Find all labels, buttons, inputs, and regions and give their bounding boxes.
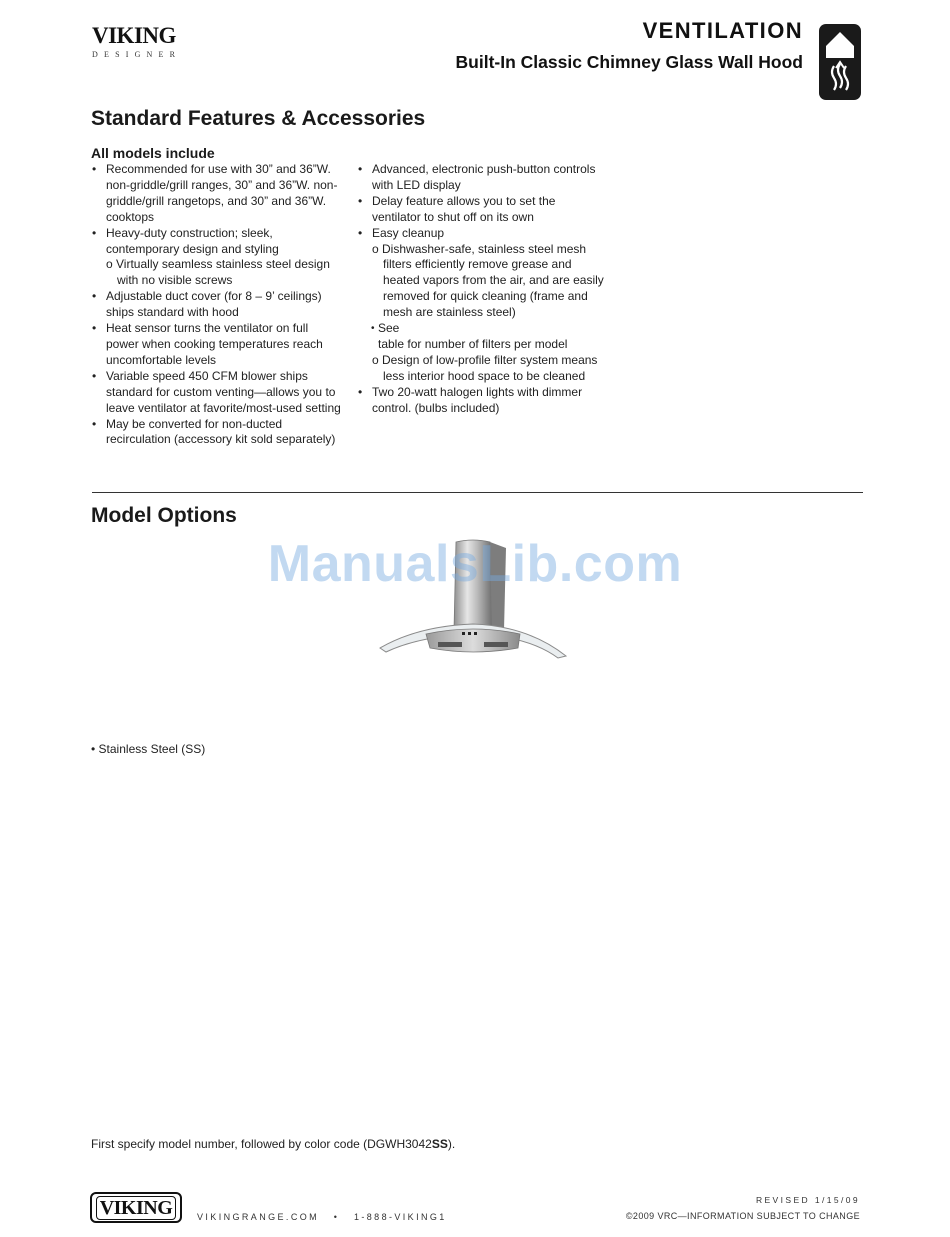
footer-revised: REVISED 1/15/09 bbox=[755, 1195, 860, 1205]
model-options-title: Model Options bbox=[91, 504, 237, 527]
feature-subitem: o Design of low-profile filter system means less interior hood space to be cleaned bbox=[372, 353, 607, 385]
specify-prefix: First specify model number, followed by color code (DGWH3042 bbox=[91, 1137, 432, 1151]
specify-code: SS bbox=[431, 1137, 448, 1151]
logo-sub: DESIGNER bbox=[92, 50, 182, 59]
features-right-column bbox=[357, 162, 607, 417]
specify-suffix: ). bbox=[447, 1137, 456, 1151]
footer-viking-logo bbox=[90, 1192, 182, 1223]
feature-item: • Advanced, electronic push-button controls with LED display bbox=[357, 162, 607, 194]
feature-item: • Heat sensor turns the ventilator on full power when cooking temperatures reach uncomfortable levels bbox=[91, 321, 341, 369]
feature-item: • Heavy-duty construction; sleek, contemporary design and styling bbox=[91, 226, 341, 258]
feature-subitem: o Dishwasher-safe, stainless steel mesh filters efficiently remove grease and heated vapors from the air, and are easily removed for quick cleaning (frame and mesh are stainless steel) bbox=[372, 242, 607, 322]
see-text: • See bbox=[378, 321, 400, 336]
finish-option bbox=[91, 742, 205, 756]
specify-note bbox=[91, 1137, 455, 1151]
feature-item: • Recommended for use with 30” and 36”W. non-griddle/grill ranges, 30” and 36”W. non-griddle/grill rangetops, and 30” and 36”W. cooktops bbox=[91, 162, 341, 226]
product-title: Built-In Classic Chimney Glass Wall Hood bbox=[455, 52, 803, 72]
footer-contact: VIKINGRANGE.COM • 1-888-VIKING1 bbox=[197, 1212, 447, 1222]
ventilation-hood-icon bbox=[819, 24, 861, 100]
viking-designer-logo bbox=[92, 24, 181, 60]
feature-item: • Adjustable duct cover (for 8 – 9’ ceilings) ships standard with hood bbox=[91, 289, 341, 321]
footer-logo-text: VIKING bbox=[96, 1196, 177, 1220]
feature-subitem: o Virtually seamless stainless steel design with no visible screws bbox=[106, 257, 341, 289]
watermark: ManualsLib.com bbox=[267, 535, 683, 593]
finish-label: Stainless Steel (SS) bbox=[98, 742, 206, 756]
section-divider bbox=[92, 492, 863, 493]
footer-copyright: ©2009 VRC—INFORMATION SUBJECT TO CHANGE bbox=[625, 1211, 860, 1221]
feature-item: • May be converted for non-ducted recirculation (accessory kit sold separately) bbox=[91, 417, 341, 449]
bullet-icon: • bbox=[91, 742, 99, 756]
feature-item: • Variable speed 450 CFM blower ships standard for custom venting—allows you to leave ventilator at favorite/most-used setting bbox=[91, 369, 341, 417]
feature-item: • Two 20-watt halogen lights with dimmer control. (bulbs included) bbox=[357, 385, 607, 417]
logo-brand: VIKING bbox=[92, 23, 176, 48]
features-title: Standard Features & Accessories bbox=[91, 107, 426, 130]
features-left-column bbox=[91, 162, 341, 448]
feature-subsubitem bbox=[357, 321, 607, 353]
category-title: VENTILATION bbox=[642, 18, 803, 43]
feature-item: • Delay feature allows you to set the ventilator to shut off on its own bbox=[357, 194, 607, 226]
features-subtitle: All models include bbox=[91, 145, 215, 161]
feature-item: • Easy cleanup bbox=[357, 226, 607, 242]
see-table-text: table for number of filters per model bbox=[378, 336, 568, 351]
